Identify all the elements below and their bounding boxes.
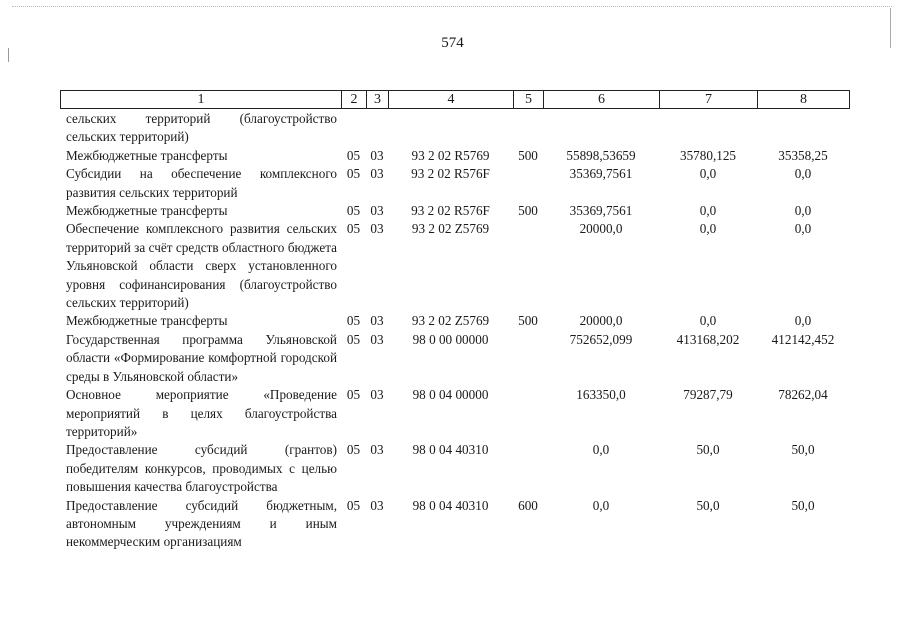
column-header-row [61, 91, 850, 109]
row-amount-col8: 50,0 [791, 442, 815, 458]
row-section: 05 [346, 442, 361, 458]
page-number: 574 [441, 35, 464, 51]
row-expense-type [513, 220, 543, 312]
row-amount-col6: 20000,0 [579, 221, 623, 237]
row-amount-col6: 752652,099 [569, 331, 633, 347]
row-subsection: 03 [370, 387, 384, 403]
budget-table [60, 110, 849, 552]
row-amount-col8 [757, 110, 849, 147]
row-section: 05 [346, 313, 361, 329]
row-amount-col7: 413168,202 [676, 331, 740, 347]
column-header: 1 [61, 91, 342, 109]
row-amount-col8: 0,0 [794, 166, 812, 182]
row-name: Предоставление субсидий (грантов) победителям конкурсов, проводимых с целью повышения качества благоустройства [66, 442, 337, 495]
table-row [60, 202, 849, 220]
row-subsection: 03 [370, 203, 384, 219]
row-amount-col7: 35780,125 [679, 147, 737, 163]
row-name: Государственная программа Ульяновской области «Формирование комфортной городской среды в Ульяновской области» [66, 331, 337, 384]
budget-table-body [60, 110, 849, 552]
row-target-code: 93 2 02 R5769 [411, 147, 490, 163]
table-row [60, 312, 849, 330]
row-amount-col7: 0,0 [699, 166, 717, 182]
row-amount-col6: 35369,7561 [569, 166, 633, 182]
row-subsection [366, 110, 388, 147]
row-amount-col8: 35358,25 [778, 147, 828, 163]
row-subsection: 03 [370, 442, 384, 458]
row-section: 05 [346, 221, 361, 237]
row-target-code: 93 2 02 Z5769 [411, 221, 490, 237]
row-amount-col7: 0,0 [699, 221, 717, 237]
row-name: сельских территорий (благоустройство сельских территорий) [66, 111, 337, 145]
row-section: 05 [346, 203, 361, 219]
table-row [60, 165, 849, 202]
row-target-code: 93 2 02 R576F [411, 166, 490, 182]
row-expense-type [513, 110, 543, 147]
column-header: 8 [758, 91, 850, 109]
row-amount-col7: 50,0 [696, 497, 720, 513]
row-expense-type [513, 331, 543, 386]
row-subsection: 03 [370, 166, 384, 182]
row-name: Предоставление субсидий бюджетным, автономным учреждениям и иным некоммерческим организациям [66, 497, 337, 550]
scan-artifact-line [12, 6, 892, 8]
row-amount-col6 [543, 110, 659, 147]
row-section: 05 [346, 497, 361, 513]
row-expense-type [513, 386, 543, 441]
row-section: 05 [346, 147, 361, 163]
row-target-code [388, 110, 513, 147]
row-amount-col8: 412142,452 [771, 331, 835, 347]
row-amount-col7 [659, 110, 757, 147]
column-header-table [60, 90, 850, 109]
row-amount-col7: 0,0 [699, 313, 717, 329]
row-section: 05 [346, 166, 361, 182]
row-target-code: 98 0 00 00000 [412, 331, 489, 347]
row-name: Обеспечение комплексного развития сельских территорий за счёт средств областного бюджета Ульяновской области сверх установленного уровня софинансирования (благоустройство сельских территорий) [66, 221, 337, 311]
table-row [60, 147, 849, 165]
row-subsection: 03 [370, 313, 384, 329]
table-row [60, 386, 849, 441]
column-header: 3 [367, 91, 389, 109]
row-amount-col6: 35369,7561 [569, 203, 633, 219]
column-header: 2 [342, 91, 367, 109]
row-amount-col8: 0,0 [794, 203, 812, 219]
row-name: Межбюджетные трансферты [66, 203, 228, 219]
row-expense-type: 500 [518, 147, 538, 163]
row-name: Основное мероприятие «Проведение мероприятий в целях благоустройства территорий» [66, 387, 337, 439]
row-amount-col8: 0,0 [794, 313, 812, 329]
row-expense-type: 500 [518, 203, 538, 219]
row-subsection: 03 [370, 147, 384, 163]
row-section: 05 [346, 387, 361, 403]
row-target-code: 98 0 04 00000 [412, 387, 489, 403]
row-amount-col8: 78262,04 [778, 387, 828, 403]
row-amount-col7: 50,0 [696, 442, 720, 458]
row-expense-type [513, 441, 543, 496]
row-amount-col7: 79287,79 [683, 387, 733, 403]
row-amount-col6: 0,0 [592, 497, 610, 513]
row-target-code: 93 2 02 R576F [411, 203, 490, 219]
column-header: 4 [389, 91, 514, 109]
row-expense-type: 500 [518, 313, 538, 329]
row-target-code: 98 0 04 40310 [412, 442, 489, 458]
row-target-code: 93 2 02 Z5769 [411, 313, 490, 329]
row-subsection: 03 [370, 497, 384, 513]
table-row [60, 497, 849, 552]
row-amount-col6: 20000,0 [579, 313, 623, 329]
row-section: 05 [346, 331, 361, 347]
row-name: Субсидии на обеспечение комплексного развития сельских территорий [66, 166, 337, 200]
row-amount-col8: 0,0 [794, 221, 812, 237]
column-header: 5 [514, 91, 544, 109]
row-amount-col8: 50,0 [791, 497, 815, 513]
table-row [60, 110, 849, 147]
row-subsection: 03 [370, 221, 384, 237]
table-row [60, 220, 849, 312]
row-amount-col6: 163350,0 [576, 387, 626, 403]
row-amount-col6: 0,0 [592, 442, 610, 458]
row-amount-col7: 0,0 [699, 203, 717, 219]
row-name: Межбюджетные трансферты [66, 147, 228, 163]
row-amount-col6: 55898,53659 [566, 147, 636, 163]
row-target-code: 98 0 04 40310 [412, 497, 489, 513]
row-expense-type: 600 [518, 497, 538, 513]
row-expense-type [513, 165, 543, 202]
column-header: 6 [544, 91, 660, 109]
row-name: Межбюджетные трансферты [66, 313, 228, 329]
table-row [60, 331, 849, 386]
row-section [341, 110, 366, 147]
table-row [60, 441, 849, 496]
column-header: 7 [660, 91, 758, 109]
row-subsection: 03 [370, 331, 384, 347]
